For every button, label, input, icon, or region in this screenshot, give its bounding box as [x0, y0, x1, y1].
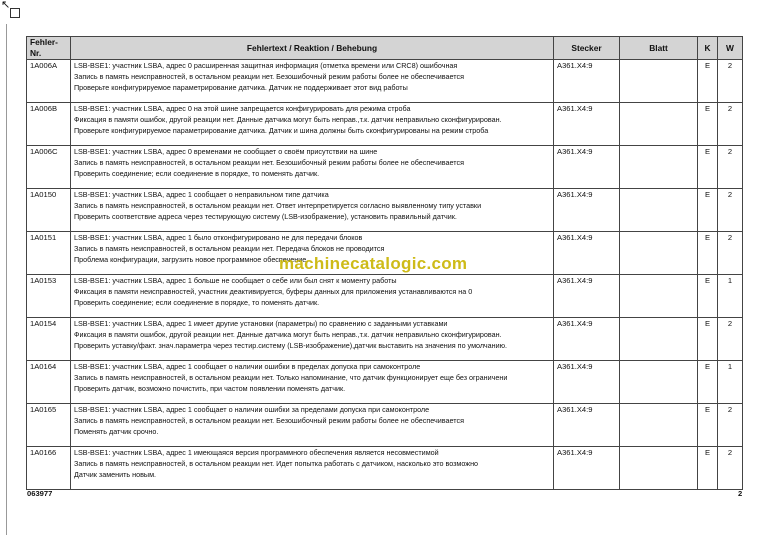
k-cell: E — [698, 103, 718, 146]
table-row — [27, 404, 743, 447]
error-number: 1A0164 — [27, 361, 71, 404]
error-text-line: LSB-BSE1: участник LSBA, адрес 1 имеет другие установки (параметры) по сравнению с заданными уставками — [74, 319, 448, 328]
blatt-cell — [620, 404, 698, 447]
blatt-cell — [620, 275, 698, 318]
remedy-text-line: Проверьте конфигурируемое параметрирование датчика. Датчик и шина должны быть сконфигурированы на режим строба — [74, 126, 489, 135]
table-row — [27, 361, 743, 404]
header-k: K — [698, 37, 718, 60]
table-row — [27, 189, 743, 232]
header-blatt: Blatt — [620, 37, 698, 60]
error-description — [71, 146, 554, 189]
w-cell: 2 — [718, 232, 743, 275]
blatt-cell — [620, 318, 698, 361]
remedy-text-line: Проверить уставку/факт. знач.параметра через тестир.систему (LSB-изображение),датчик выставить на значения по умолчанию. — [74, 341, 508, 350]
blatt-cell — [620, 189, 698, 232]
k-cell: E — [698, 404, 718, 447]
w-cell: 2 — [718, 447, 743, 490]
header-fehler-nr: Fehler-Nr. — [27, 37, 71, 60]
k-cell: E — [698, 189, 718, 232]
stecker-cell: A361.X4:9 — [554, 232, 620, 275]
header-fehlertext: Fehlertext / Reaktion / Behebung — [71, 37, 554, 60]
error-number: 1A0151 — [27, 232, 71, 275]
reaction-text-line: Фиксация в памяти неисправностей, участник деактивируется, буферы данных для приложения устанавливаются на 0 — [74, 287, 473, 296]
remedy-text-line: Проблема конфигурации, загрузить новое программное обеспечение. — [74, 255, 309, 264]
error-text-line: LSB-BSE1: участник LSBA, адрес 1 сообщает о наличии ошибки в пределах допуска при самоконтроле — [74, 362, 421, 371]
error-number: 1A0166 — [27, 447, 71, 490]
reaction-text-line: Запись в память неисправностей, в остальном реакции нет. Передача блоков не проводится — [74, 244, 385, 253]
error-number: 1A006A — [27, 60, 71, 103]
w-cell: 1 — [718, 275, 743, 318]
error-text-line: LSB-BSE1: участник LSBA, адрес 1 сообщает о неправильном типе датчика — [74, 190, 329, 199]
error-number: 1A006B — [27, 103, 71, 146]
table-row — [27, 318, 743, 361]
error-number: 1A0165 — [27, 404, 71, 447]
header-stecker: Stecker — [554, 37, 620, 60]
error-description — [71, 60, 554, 103]
stecker-cell: A361.X4:9 — [554, 404, 620, 447]
reaction-text-line: Запись в память неисправностей, в остальном реакции нет. Только напоминание, что датчик функционирует еще без ограничени — [74, 373, 508, 382]
error-description — [71, 447, 554, 490]
blatt-cell — [620, 146, 698, 189]
reaction-text-line: Фиксация в памяти ошибок, другой реакции нет. Данные датчика могут быть неправ.,т.к. датчик неправильно сконфигурирован. — [74, 330, 502, 339]
remedy-text-line: Проверить соединение; если соединение в порядке, то поменять датчик. — [74, 298, 320, 307]
table-row — [27, 275, 743, 318]
error-text-line: LSB-BSE1: участник LSBA, адрес 1 больше не сообщает о себе или был снят к моменту работы — [74, 276, 397, 285]
page-border — [6, 24, 7, 535]
k-cell: E — [698, 275, 718, 318]
header-w: W — [718, 37, 743, 60]
reaction-text-line: Запись в память неисправностей, в остальном реакции нет. Безошибочный режим работы более не обеспечивается — [74, 416, 464, 425]
error-description — [71, 318, 554, 361]
error-number: 1A0153 — [27, 275, 71, 318]
w-cell: 1 — [718, 361, 743, 404]
error-text-line: LSB-BSE1: участник LSBA, адрес 1 имеющаяся версия программного обеспечения является несовместимой — [74, 448, 439, 457]
remedy-text-line: Проверить соответствие адреса через тестирующую систему (LSB-изображение), установить правильный датчик. — [74, 212, 457, 221]
remedy-text-line: Проверьте конфигурируемое параметрирование датчика. Датчик не поддерживает этот вид работы — [74, 83, 408, 92]
reaction-text-line: Запись в память неисправностей, в остальном реакции нет. Безошибочный режим работы более не обеспечивается — [74, 158, 464, 167]
corner-marker — [0, 0, 22, 22]
reaction-text-line: Фиксация в памяти ошибок, другой реакции нет. Данные датчика могут быть неправ.,т.к. датчик неправильно сконфигурирован. — [74, 115, 502, 124]
error-description — [71, 361, 554, 404]
stecker-cell: A361.X4:9 — [554, 275, 620, 318]
remedy-text-line: Проверить соединение; если соединение в порядке, то поменять датчик. — [74, 169, 320, 178]
table-row — [27, 103, 743, 146]
remedy-text-line: Проверить датчик, возможно почистить, при частом появлении поменять датчик. — [74, 384, 346, 393]
error-description — [71, 275, 554, 318]
blatt-cell — [620, 447, 698, 490]
table-header-row — [27, 37, 743, 60]
reaction-text-line: Запись в память неисправностей, в остальном реакции нет. Безошибочный режим работы более не обеспечивается — [74, 72, 464, 81]
stecker-cell: A361.X4:9 — [554, 103, 620, 146]
w-cell: 2 — [718, 146, 743, 189]
error-description — [71, 103, 554, 146]
stecker-cell: A361.X4:9 — [554, 189, 620, 232]
error-number: 1A0154 — [27, 318, 71, 361]
k-cell: E — [698, 318, 718, 361]
table-row — [27, 146, 743, 189]
reaction-text-line: Запись в память неисправностей, в остальном реакции нет. Идет попытка работать с датчиком, насколько это возможно — [74, 459, 479, 468]
error-number: 1A006C — [27, 146, 71, 189]
remedy-text-line: Датчик заменить новым. — [74, 470, 157, 479]
error-text-line: LSB-BSE1: участник LSBA, адрес 0 на этой шине запрещается конфигурировать для режима строба — [74, 104, 411, 113]
stecker-cell: A361.X4:9 — [554, 318, 620, 361]
k-cell: E — [698, 447, 718, 490]
blatt-cell — [620, 361, 698, 404]
stecker-cell: A361.X4:9 — [554, 146, 620, 189]
stecker-cell: A361.X4:9 — [554, 447, 620, 490]
w-cell: 2 — [718, 318, 743, 361]
w-cell: 2 — [718, 103, 743, 146]
error-number: 1A0150 — [27, 189, 71, 232]
blatt-cell — [620, 103, 698, 146]
watermark: machinecatalogic.com — [279, 254, 468, 273]
reaction-text-line: Запись в память неисправностей, в остальном реакции нет. Ответ интерпретируется согласно выявленному типу уставки — [74, 201, 482, 210]
w-cell: 2 — [718, 189, 743, 232]
k-cell: E — [698, 146, 718, 189]
remedy-text-line: Поменять датчик срочно. — [74, 427, 159, 436]
checkbox-icon — [10, 8, 20, 18]
blatt-cell — [620, 60, 698, 103]
blatt-cell — [620, 232, 698, 275]
k-cell: E — [698, 232, 718, 275]
stecker-cell: A361.X4:9 — [554, 361, 620, 404]
error-description — [71, 404, 554, 447]
stecker-cell: A361.X4:9 — [554, 60, 620, 103]
table-row — [27, 60, 743, 103]
error-text-line: LSB-BSE1: участник LSBA, адрес 0 временами не сообщает о своём присутствии на шине — [74, 147, 378, 156]
w-cell: 2 — [718, 60, 743, 103]
k-cell: E — [698, 361, 718, 404]
error-text-line: LSB-BSE1: участник LSBA, адрес 1 сообщает о наличии ошибки за пределами допуска при самоконтроле — [74, 405, 430, 414]
k-cell: E — [698, 60, 718, 103]
document-number: 063977 — [27, 489, 53, 498]
table-row — [27, 447, 743, 490]
error-description — [71, 189, 554, 232]
w-cell: 2 — [718, 404, 743, 447]
page-number: 2 — [738, 489, 743, 498]
error-text-line: LSB-BSE1: участник LSBA, адрес 0 расширенная защитная информация (отметка времени или CRC8) ошибочная — [74, 61, 458, 70]
error-text-line: LSB-BSE1: участник LSBA, адрес 1 было отконфигурировано не для передачи блоков — [74, 233, 363, 242]
cursor-arrow-icon: ↖ — [1, 0, 11, 11]
